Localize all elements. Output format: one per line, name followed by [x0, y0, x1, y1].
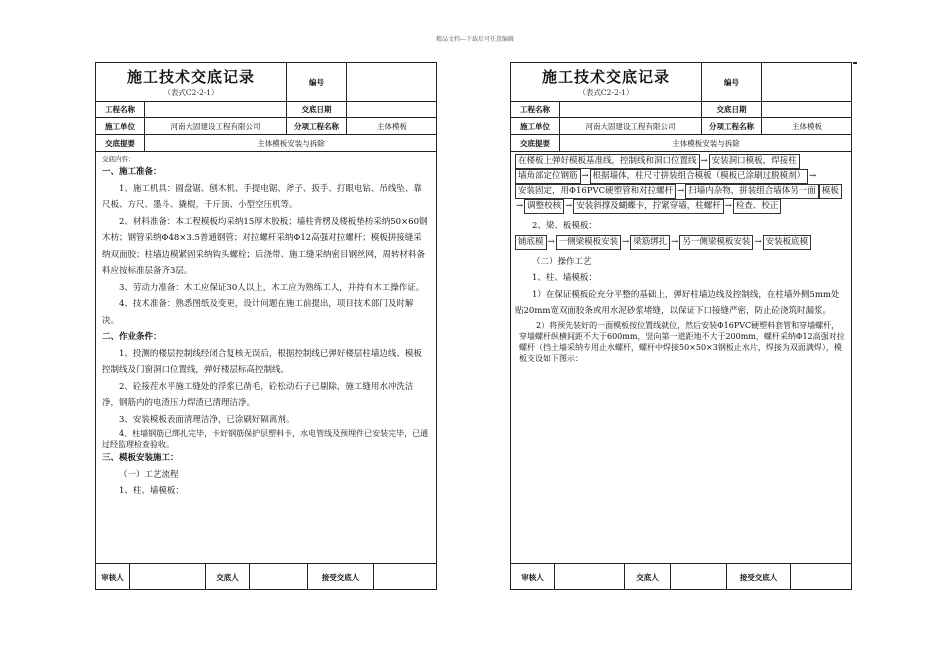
- unit-value: 河南大固建设工程有限公司: [560, 118, 702, 134]
- prep-labor: 3、劳动力准备：木工应保证30人以上，木工应为熟练工人，并持有木工操作证。: [119, 282, 425, 293]
- beam-slab-title: 2、梁、板模板：: [532, 221, 597, 231]
- reviewer-label: 审核人: [511, 564, 555, 590]
- flow-step: 安装板底模: [763, 235, 812, 250]
- flow-step: 另一侧梁模板安装: [679, 235, 753, 250]
- title-row: [96, 63, 436, 102]
- sub-value: 主体模板: [792, 121, 822, 131]
- unit-label: 施工单位: [96, 118, 145, 134]
- column-wall-flowchart: 在楼板上弹好模板基准线，控制线和洞口位置线 → 安装洞口模板，焊接柱 墙角部定位钢筋 → 根据墙体，柱尺寸拼装组合模板（模板已涂刷过脱模剂） → 安装固定，用Φ16PVC硬塑管和对拉螺杆 → 扫墙内杂物，拼装组合墙体另一面 模板 → 调整校核 → 安装斜撑及蝴蝶卡，拧紧穿墙，柱螺杆 → 检查、校正: [515, 154, 847, 214]
- flow-step: 铺底模: [515, 235, 547, 250]
- discloser-label: 交底人: [625, 564, 671, 590]
- unit-label: 施工单位: [511, 118, 560, 134]
- discloser-label: 交底人: [206, 564, 250, 590]
- receiver-label: 接受交底人: [727, 564, 791, 590]
- number-label: 编号: [702, 63, 762, 101]
- form-code: （表式C2-2-1）: [578, 88, 634, 97]
- flow-step: 安装洞口模板，焊接柱: [709, 154, 800, 169]
- project-row: [511, 102, 851, 118]
- project-row: [96, 102, 436, 118]
- date-label: 交底日期: [702, 102, 762, 117]
- signature-row: [511, 563, 851, 590]
- summary-label: 交底提要: [511, 135, 560, 151]
- flow-step: 在楼板上弹好模板基准线，控制线和洞口位置线: [515, 154, 700, 169]
- reviewer-value: [555, 564, 625, 590]
- summary-label: 交底提要: [96, 135, 145, 151]
- right-form-sheet: [510, 62, 852, 590]
- flow-step: 模板: [819, 184, 842, 199]
- prep-materials: 2、材料准备：本工程模板均采纳15厚木胶板；墙柱背楞及楼板垫枋采纳50×60钢木枋；钢管采纳Φ48×3.5普通钢管；对拉螺杆采纳Φ12高强对拉螺杆；模板拼接缝采纳双面胶；柱墙边模紧固采纳钩头螺栓；后浇带、施工缝采纳密目钢丝网，周转材料备料应按标准层备齐3层。: [102, 216, 428, 276]
- beam-slab-flowchart: 铺底模 → 一侧梁模板安装 → 梁筋绑扎 → 另一侧梁模板安装 → 安装板底模: [515, 235, 847, 250]
- signature-row: [96, 563, 436, 590]
- condition-1: 1、投测的楼层控制线经闭合复核无误后，根据控制线已弹好楼层柱墙边线、模板控制线及门窗洞口位置线，弹好楼层标高控制线。: [102, 348, 422, 375]
- operation-step-2: 2）将预先装好的一面模板按位置线就位，然后安装Φ16PVC硬塑料套管和穿墙螺杆，穿墙螺杆纵横间距不大于600mm，竖向第一道距地不大于200mm，螺杆采纳Φ12高强对拉螺杆（挡土墙采纳专用止水螺杆，螺杆中焊接50×50×3钢板止水片，焊接为双面满焊），模板支设如下图示：: [519, 320, 845, 363]
- flow-step: 检查、校正: [733, 199, 782, 214]
- section-conditions: 二、作业条件：: [102, 332, 162, 342]
- date-label: 交底日期: [287, 102, 347, 117]
- flow-step: 墙角部定位钢筋: [515, 169, 581, 184]
- discloser-value: [250, 564, 308, 590]
- receiver-label: 接受交底人: [308, 564, 374, 590]
- unit-row: [96, 118, 436, 135]
- project-label: 工程名称: [511, 102, 560, 117]
- prep-tools: 1、施工机具：圆盘锯、刨木机、手提电锯、斧子、扳手、打眼电钻、吊线坠、靠尺板、方尺、墨斗、撬棍，千斤顶、小型空压机等。: [102, 183, 422, 210]
- flow-step: 扫墙内杂物，拼装组合墙体另一面: [685, 184, 819, 199]
- unit-value: 河南大固建设工程有限公司: [145, 118, 287, 134]
- page-edge-mark: [853, 62, 857, 64]
- sub-value: 主体模板: [377, 121, 407, 131]
- section-install: 三、模板安装施工：: [102, 453, 179, 463]
- section-prep: 一、施工准备：: [102, 167, 162, 177]
- flow-step: 梁筋绑扎: [630, 235, 670, 250]
- reviewer-label: 审核人: [96, 564, 130, 590]
- flow-step: 安装斜撑及蝴蝶卡，拧紧穿墙，柱螺杆: [573, 199, 724, 214]
- flow-step: 根据墙体，柱尺寸拼装组合模板（模板已涂刷过脱模剂）: [590, 169, 809, 184]
- reviewer-value: [130, 564, 206, 590]
- unit-row: [511, 118, 851, 135]
- content-intro: 交底内容：: [102, 155, 135, 163]
- form-title: 施工技术交底记录: [126, 68, 255, 86]
- flow-step: 安装固定，用Φ16PVC硬塑管和对拉螺杆: [515, 184, 676, 199]
- disclosure-content: [515, 154, 847, 364]
- flow-step: 一侧梁模板安装: [556, 235, 622, 250]
- condition-4: 4、柱墙钢筋已绑扎完毕，卡好钢筋保护层塑料卡，水电管线及预埋件已安装完毕，已通过经监理检查验收。: [102, 429, 429, 449]
- discloser-value: [671, 564, 727, 590]
- form-title: 施工技术交底记录: [541, 68, 670, 86]
- left-form-sheet: [95, 62, 437, 590]
- summary-row: [511, 135, 851, 152]
- operation-title: （二）操作工艺: [532, 256, 592, 267]
- title-row: [511, 63, 851, 102]
- process-title: （一）工艺流程: [119, 469, 179, 480]
- header-note: 精品文档---下载后可任意编辑: [435, 36, 515, 43]
- summary-value: 主体模板安装与拆除: [257, 138, 325, 148]
- project-value: [145, 102, 287, 117]
- summary-value: 主体模板安装与拆除: [672, 138, 740, 148]
- prep-tech: 4、技术准备：熟悉图纸及变更，设计问题在施工前提出，项目技术部门及时解决。: [102, 299, 414, 326]
- column-wall-title: 1、柱、墙模板：: [119, 486, 184, 496]
- condition-2: 2、砼接茬水平施工缝处的浮浆已凿毛，砼松动石子已剔除，施工缝用水冲洗洁净，钢筋内的电渣压力焊渣已清理洁净。: [102, 381, 414, 408]
- number-label: 编号: [287, 63, 347, 101]
- form-code: （表式C2-2-1）: [163, 88, 219, 97]
- operation-step-1: 1）在保证模板砼充分平整的基础上，弹好柱墙边线及控制线，在柱墙外侧5mm处贴20mm宽双面胶条或用水泥砂浆堵缝，以保证下口接缝严密，防止砼浇筑时漏浆。: [515, 289, 840, 316]
- project-value: [560, 102, 702, 117]
- project-label: 工程名称: [96, 102, 145, 117]
- operation-column-wall: 1、柱、墙模板：: [532, 273, 597, 283]
- sub-label: 分项工程名称: [287, 118, 347, 134]
- sub-label: 分项工程名称: [702, 118, 762, 134]
- summary-row: [96, 135, 436, 152]
- flow-step: 调整校核: [524, 199, 564, 214]
- disclosure-content: [102, 154, 430, 500]
- condition-3: 3、安装模板表面清理洁净，已涂刷好隔离剂。: [119, 414, 295, 425]
